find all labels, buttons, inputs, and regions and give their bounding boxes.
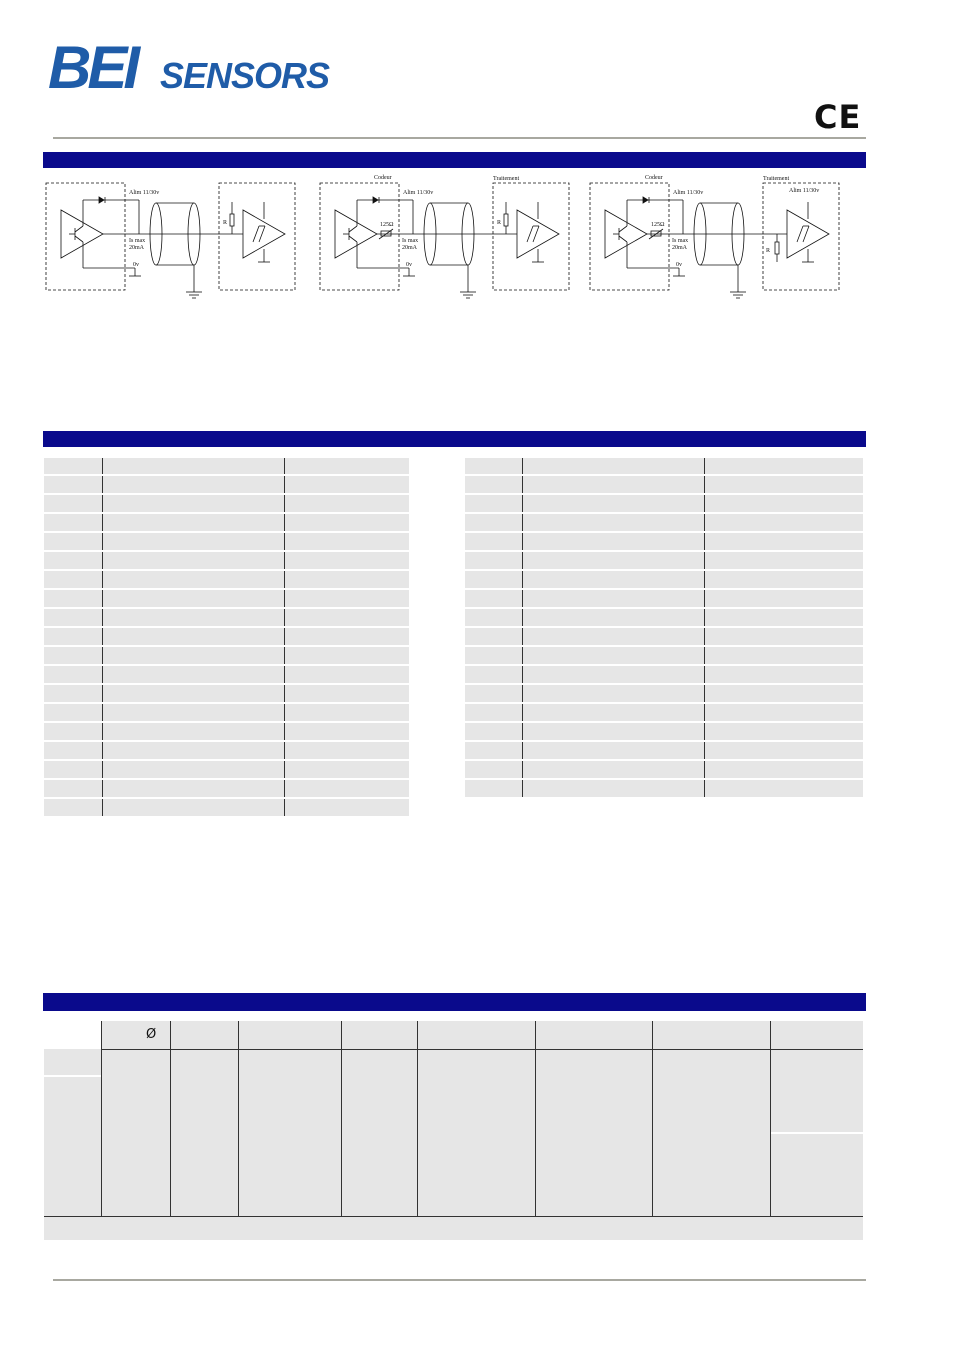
connections-left-row bbox=[44, 475, 409, 494]
connections-right-cell bbox=[522, 551, 704, 570]
connections-left-row bbox=[44, 684, 409, 703]
connections-right-cell bbox=[704, 551, 863, 570]
connections-right-cell bbox=[522, 589, 704, 608]
connections-left-cell bbox=[284, 665, 409, 684]
diag3-supply-label-right: Alim 11/30v bbox=[789, 188, 820, 194]
connections-left-cell bbox=[44, 608, 102, 627]
connections-left-cell bbox=[44, 589, 102, 608]
connections-left-cell bbox=[102, 627, 284, 646]
ordering-col-divider-1 bbox=[101, 1021, 102, 1216]
connections-left-cell bbox=[102, 589, 284, 608]
connections-right-cell bbox=[465, 513, 522, 532]
connections-right-cell bbox=[465, 494, 522, 513]
connections-left-cell bbox=[44, 458, 102, 475]
ordering-footer-rule bbox=[44, 1216, 863, 1217]
connections-right-row bbox=[465, 722, 863, 741]
connections-left-row bbox=[44, 532, 409, 551]
connections-left-cell bbox=[102, 684, 284, 703]
connections-right-row bbox=[465, 513, 863, 532]
connections-right-cell bbox=[704, 779, 863, 798]
diag1-current-label-2: 20mA bbox=[129, 245, 144, 251]
connections-right-cell bbox=[465, 608, 522, 627]
connections-table-left bbox=[44, 458, 409, 818]
connections-right-cell bbox=[465, 627, 522, 646]
wiring-diagram-2 bbox=[320, 183, 569, 298]
diag2-current-label-2: 20mA bbox=[402, 245, 417, 251]
connections-left-row bbox=[44, 703, 409, 722]
section-band-wiring bbox=[43, 152, 866, 168]
ordering-header-rule bbox=[101, 1049, 863, 1050]
connections-right-cell bbox=[465, 703, 522, 722]
connections-right-cell bbox=[522, 684, 704, 703]
connections-left-row bbox=[44, 458, 409, 475]
connections-right-cell bbox=[522, 494, 704, 513]
connections-right-row bbox=[465, 779, 863, 798]
connections-left-cell bbox=[102, 513, 284, 532]
connections-left-cell bbox=[102, 760, 284, 779]
diag3-encoder-label: Codeur bbox=[645, 175, 663, 181]
connections-right-cell bbox=[704, 684, 863, 703]
diag2-encoder-label: Codeur bbox=[374, 175, 392, 181]
connections-right-row bbox=[465, 665, 863, 684]
connections-left-cell bbox=[284, 513, 409, 532]
diag2-ground-label: 0v bbox=[406, 262, 412, 268]
ordering-table-corner bbox=[44, 1021, 101, 1049]
diag3-current-label-2: 20mA bbox=[672, 245, 687, 251]
connections-table-right bbox=[465, 458, 863, 799]
diag3-load-label: R bbox=[766, 248, 771, 254]
connections-right-cell bbox=[465, 570, 522, 589]
connections-right-row bbox=[465, 646, 863, 665]
connections-left-row bbox=[44, 741, 409, 760]
connections-right-cell bbox=[522, 532, 704, 551]
connections-left-cell bbox=[102, 798, 284, 817]
connections-left-row bbox=[44, 589, 409, 608]
connections-left-cell bbox=[102, 532, 284, 551]
connections-right-row bbox=[465, 741, 863, 760]
connections-right-row bbox=[465, 475, 863, 494]
connections-left-cell bbox=[284, 779, 409, 798]
connections-right-row bbox=[465, 703, 863, 722]
connections-left-row bbox=[44, 779, 409, 798]
connections-left-cell bbox=[44, 627, 102, 646]
connections-right-cell bbox=[522, 513, 704, 532]
connections-left-row bbox=[44, 665, 409, 684]
ordering-col-divider-3 bbox=[238, 1021, 239, 1216]
connections-left-cell bbox=[284, 646, 409, 665]
connections-left-cell bbox=[102, 608, 284, 627]
connections-right-cell bbox=[704, 513, 863, 532]
section-band-ordering bbox=[43, 993, 866, 1011]
connections-right-row bbox=[465, 684, 863, 703]
connections-right-cell bbox=[522, 703, 704, 722]
diag3-ground-label: 0v bbox=[676, 262, 682, 268]
connections-left-cell bbox=[44, 779, 102, 798]
connections-left-cell bbox=[284, 532, 409, 551]
diag1-ground-label: 0v bbox=[133, 262, 139, 268]
connections-right-row bbox=[465, 760, 863, 779]
connections-left-row bbox=[44, 627, 409, 646]
connections-left-cell bbox=[44, 513, 102, 532]
connections-right-cell bbox=[704, 494, 863, 513]
connections-left-cell bbox=[284, 608, 409, 627]
connections-left-cell bbox=[284, 741, 409, 760]
connections-left-cell bbox=[284, 551, 409, 570]
connections-right-row bbox=[465, 589, 863, 608]
connections-right-cell bbox=[465, 684, 522, 703]
connections-left-cell bbox=[102, 665, 284, 684]
connections-right-cell bbox=[704, 458, 863, 475]
ordering-col-divider-2 bbox=[170, 1021, 171, 1216]
connections-right-cell bbox=[704, 589, 863, 608]
connections-left-cell bbox=[44, 570, 102, 589]
connections-left-cell bbox=[102, 646, 284, 665]
connections-left-cell bbox=[102, 475, 284, 494]
connections-left-cell bbox=[44, 532, 102, 551]
connections-right-cell bbox=[704, 741, 863, 760]
connections-right-row bbox=[465, 494, 863, 513]
diag2-resistor-label: 125Ω bbox=[380, 222, 394, 228]
connections-left-row bbox=[44, 798, 409, 817]
connections-right-cell bbox=[522, 722, 704, 741]
connections-right-cell bbox=[704, 570, 863, 589]
connections-left-cell bbox=[284, 627, 409, 646]
wiring-diagram-1 bbox=[46, 183, 295, 298]
connections-right-row bbox=[465, 551, 863, 570]
ce-mark-icon: CE bbox=[814, 98, 862, 136]
connections-left-row bbox=[44, 570, 409, 589]
connections-left-row bbox=[44, 760, 409, 779]
connections-right-cell bbox=[522, 741, 704, 760]
connections-left-cell bbox=[102, 494, 284, 513]
connections-left-cell bbox=[284, 589, 409, 608]
connections-left-cell bbox=[44, 722, 102, 741]
connections-right-cell bbox=[522, 627, 704, 646]
connections-right-cell bbox=[465, 779, 522, 798]
connections-right-row bbox=[465, 458, 863, 475]
connections-left-row bbox=[44, 513, 409, 532]
connections-left-cell bbox=[284, 722, 409, 741]
connections-left-cell bbox=[44, 760, 102, 779]
connections-left-row bbox=[44, 646, 409, 665]
connections-left-cell bbox=[102, 741, 284, 760]
connections-left-cell bbox=[102, 570, 284, 589]
ordering-col-divider-5 bbox=[417, 1021, 418, 1216]
diag2-current-label-1: Is max bbox=[402, 238, 419, 244]
connections-right-cell bbox=[465, 722, 522, 741]
diag1-load-label: R bbox=[223, 220, 228, 226]
ordering-cell-separator bbox=[771, 1132, 863, 1134]
connections-left-cell bbox=[44, 475, 102, 494]
connections-left-cell bbox=[284, 494, 409, 513]
connections-right-cell bbox=[704, 475, 863, 494]
connections-right-cell bbox=[465, 741, 522, 760]
connections-right-cell bbox=[522, 570, 704, 589]
connections-left-cell bbox=[102, 703, 284, 722]
ordering-table bbox=[44, 1021, 863, 1240]
connections-left-cell bbox=[102, 458, 284, 475]
connections-right-cell bbox=[522, 608, 704, 627]
connections-left-row bbox=[44, 551, 409, 570]
connections-left-cell bbox=[44, 684, 102, 703]
diag3-supply-label: Alim 11/30v bbox=[673, 190, 704, 196]
ordering-col-divider-4 bbox=[341, 1021, 342, 1216]
ordering-col-divider-6 bbox=[535, 1021, 536, 1216]
connections-left-cell bbox=[44, 551, 102, 570]
connections-right-cell bbox=[704, 608, 863, 627]
diag3-current-label-1: Is max bbox=[672, 238, 689, 244]
diag2-processing-label: Traitement bbox=[493, 176, 520, 182]
connections-left-cell bbox=[284, 703, 409, 722]
connections-left-cell bbox=[284, 760, 409, 779]
connections-right-cell bbox=[522, 779, 704, 798]
connections-right-cell bbox=[704, 703, 863, 722]
connections-right-cell bbox=[465, 665, 522, 684]
connections-right-cell bbox=[522, 475, 704, 494]
diag3-processing-label: Traitement bbox=[763, 176, 790, 182]
connections-right-cell bbox=[704, 646, 863, 665]
connections-left-cell bbox=[102, 779, 284, 798]
connections-left-row bbox=[44, 608, 409, 627]
connections-left-cell bbox=[44, 798, 102, 817]
connections-right-row bbox=[465, 532, 863, 551]
connections-left-cell bbox=[44, 741, 102, 760]
header-rule bbox=[53, 137, 866, 139]
diag2-load-label: R bbox=[497, 220, 502, 226]
connections-left-row bbox=[44, 722, 409, 741]
connections-left-cell bbox=[44, 703, 102, 722]
connections-left-row bbox=[44, 494, 409, 513]
connections-left-cell bbox=[284, 684, 409, 703]
connections-left-cell bbox=[44, 494, 102, 513]
logo-bei-text: BEI bbox=[48, 34, 137, 101]
connections-right-row bbox=[465, 608, 863, 627]
wiring-diagram-3 bbox=[590, 183, 839, 298]
connections-left-cell bbox=[44, 646, 102, 665]
connections-right-cell bbox=[465, 551, 522, 570]
diag3-resistor-label: 125Ω bbox=[651, 222, 665, 228]
connections-right-cell bbox=[704, 665, 863, 684]
connections-right-cell bbox=[704, 627, 863, 646]
bei-sensors-logo bbox=[48, 34, 348, 101]
connections-right-cell bbox=[704, 760, 863, 779]
connections-right-cell bbox=[465, 475, 522, 494]
diag2-supply-label: Alim 11/30v bbox=[403, 190, 434, 196]
connections-left-cell bbox=[284, 570, 409, 589]
diameter-symbol: Ø bbox=[146, 1027, 157, 1042]
wiring-diagrams bbox=[43, 172, 866, 307]
ordering-col-divider-7 bbox=[652, 1021, 653, 1216]
connections-left-cell bbox=[102, 551, 284, 570]
logo-sensors-text: SENSORS bbox=[160, 55, 330, 96]
diag1-current-label-1: Is max bbox=[129, 238, 146, 244]
connections-right-cell bbox=[465, 458, 522, 475]
connections-right-cell bbox=[465, 532, 522, 551]
connections-left-cell bbox=[102, 722, 284, 741]
connections-left-cell bbox=[284, 798, 409, 817]
connections-right-row bbox=[465, 627, 863, 646]
connections-right-cell bbox=[465, 760, 522, 779]
connections-left-cell bbox=[284, 458, 409, 475]
footer-rule bbox=[53, 1279, 866, 1281]
connections-right-cell bbox=[522, 760, 704, 779]
ordering-row-separator bbox=[44, 1075, 101, 1077]
connections-right-cell bbox=[704, 722, 863, 741]
connections-right-cell bbox=[522, 458, 704, 475]
connections-right-cell bbox=[704, 532, 863, 551]
section-band-connections bbox=[43, 431, 866, 447]
connections-left-cell bbox=[44, 665, 102, 684]
diag1-supply-label: Alim 11/30v bbox=[129, 190, 160, 196]
connections-left-cell bbox=[284, 475, 409, 494]
connections-right-cell bbox=[522, 646, 704, 665]
connections-right-cell bbox=[465, 589, 522, 608]
connections-right-cell bbox=[465, 646, 522, 665]
ordering-col-divider-8 bbox=[770, 1021, 771, 1216]
connections-right-row bbox=[465, 570, 863, 589]
connections-right-cell bbox=[522, 665, 704, 684]
